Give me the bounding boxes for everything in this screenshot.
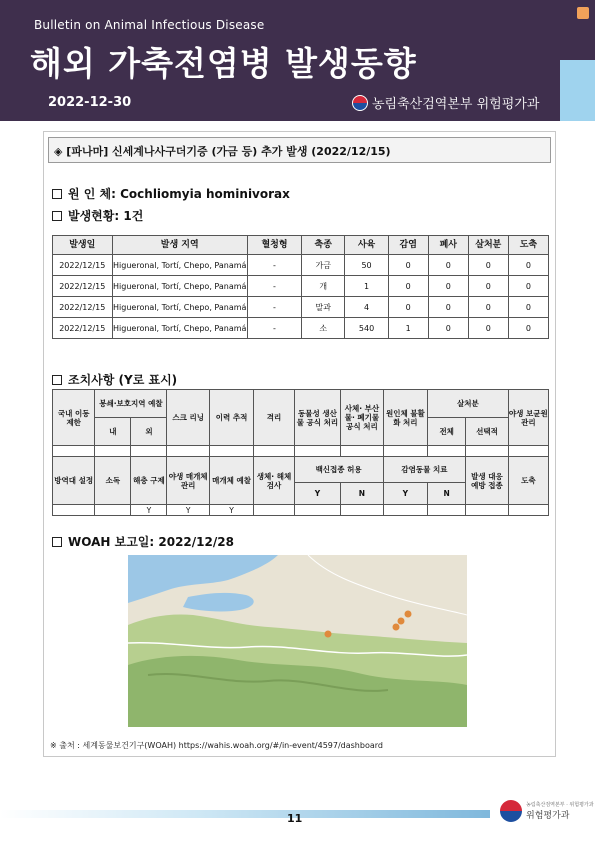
agency-label: 농림축산검역본부 위험평가과 bbox=[372, 97, 540, 112]
table-cell: - bbox=[247, 297, 301, 318]
measure-cell: Y bbox=[167, 505, 209, 516]
table-cell: 2022/12/15 bbox=[53, 255, 113, 276]
measure-header: 발생 대응 예방 접종 bbox=[466, 457, 508, 505]
measure-cell bbox=[131, 446, 167, 457]
measure-subheader: N bbox=[428, 483, 466, 505]
checkbox-icon bbox=[52, 189, 62, 199]
table-cell: - bbox=[247, 276, 301, 297]
status-label: 발생현황: 1건 bbox=[68, 209, 144, 223]
table-row bbox=[53, 297, 549, 318]
measure-cell bbox=[95, 505, 131, 516]
table-cell: 0 bbox=[508, 276, 548, 297]
measure-cell bbox=[294, 505, 341, 516]
table-cell: 2022/12/15 bbox=[53, 276, 113, 297]
corner-square-icon bbox=[577, 7, 589, 19]
page-number: 11 bbox=[287, 812, 303, 825]
measure-subheader: Y bbox=[383, 483, 428, 505]
col-header: 감염 bbox=[388, 236, 428, 255]
measure-cell bbox=[383, 505, 428, 516]
measure-cell bbox=[294, 446, 341, 457]
measure-header: 소독 bbox=[95, 457, 131, 505]
table-cell: 0 bbox=[468, 276, 508, 297]
measure-header: 야생 매개체 관리 bbox=[167, 457, 209, 505]
measure-cell bbox=[254, 446, 294, 457]
measure-header: 도축 bbox=[508, 457, 548, 505]
measures-value-row bbox=[53, 446, 549, 457]
table-cell: 가금 bbox=[302, 255, 345, 276]
measure-cell bbox=[428, 505, 466, 516]
checkbox-icon bbox=[52, 537, 62, 547]
table-cell: 540 bbox=[345, 318, 388, 339]
cause-label: 원 인 체: Cochliomyia hominivorax bbox=[68, 187, 290, 201]
table-cell: 0 bbox=[428, 297, 468, 318]
report-title: ◈ [파나마] 신세계나사구더기증 (가금 등) 추가 발생 (2022/12/15) bbox=[48, 137, 551, 163]
checkbox-icon bbox=[52, 211, 62, 221]
measure-cell bbox=[341, 446, 383, 457]
table-cell: 소 bbox=[302, 318, 345, 339]
outbreak-table bbox=[52, 235, 549, 339]
measure-header: 방역대 설정 bbox=[53, 457, 95, 505]
outbreak-marker-icon bbox=[325, 631, 332, 638]
table-cell: 0 bbox=[428, 318, 468, 339]
bulletin-date: 2022-12-30 bbox=[48, 95, 132, 110]
table-cell: 0 bbox=[508, 318, 548, 339]
col-header: 도축 bbox=[508, 236, 548, 255]
footer-logo bbox=[500, 800, 594, 822]
col-header: 혈청형 bbox=[247, 236, 301, 255]
footer-divider bbox=[0, 810, 490, 818]
outbreak-marker-icon bbox=[405, 611, 412, 618]
table-cell: 말과 bbox=[302, 297, 345, 318]
measure-header: 봉쇄·보호지역 예찰 bbox=[95, 390, 167, 418]
measure-cell bbox=[428, 446, 466, 457]
header-banner bbox=[0, 0, 560, 121]
outbreak-marker-icon bbox=[398, 618, 405, 625]
measure-cell bbox=[53, 446, 95, 457]
measure-cell bbox=[167, 446, 209, 457]
footer-team: 위험평가과 bbox=[526, 811, 570, 821]
table-cell: 0 bbox=[428, 255, 468, 276]
page-title: 해외 가축전염병 발생동향 bbox=[30, 44, 417, 83]
measure-header: 스크 리닝 bbox=[167, 390, 209, 446]
col-header: 사육 bbox=[345, 236, 388, 255]
table-cell: 0 bbox=[388, 255, 428, 276]
table-cell: Higueronal, Tortí, Chepo, Panamá bbox=[112, 255, 247, 276]
measure-cell bbox=[508, 446, 548, 457]
table-cell: 1 bbox=[345, 276, 388, 297]
col-header: 폐사 bbox=[428, 236, 468, 255]
table-row bbox=[53, 276, 549, 297]
measures-section bbox=[52, 371, 177, 388]
table-cell: Higueronal, Tortí, Chepo, Panamá bbox=[112, 276, 247, 297]
table-cell: 2022/12/15 bbox=[53, 297, 113, 318]
table-cell: 0 bbox=[508, 255, 548, 276]
outbreak-marker-icon bbox=[393, 624, 400, 631]
measures-header-row-2 bbox=[53, 457, 549, 483]
measure-header: 백신접종 허용 bbox=[294, 457, 383, 483]
measure-subheader: N bbox=[341, 483, 383, 505]
table-row bbox=[53, 318, 549, 339]
measure-header: 이력 추적 bbox=[209, 390, 254, 446]
woah-section bbox=[52, 533, 234, 550]
measure-subheader: Y bbox=[294, 483, 341, 505]
table-cell: - bbox=[247, 318, 301, 339]
table-cell: 0 bbox=[388, 276, 428, 297]
footer-agency-small: 농림축산검역본부 · 위험평가과 bbox=[526, 802, 594, 808]
measure-header: 생체· 해체 검사 bbox=[254, 457, 294, 505]
source-note: ※ 출처 : 세계동물보건기구(WOAH) https://wahis.woah.org/#/in-event/4597/dashboard bbox=[50, 741, 383, 750]
map-graphic bbox=[128, 555, 467, 727]
measure-cell bbox=[254, 505, 294, 516]
table-cell: Higueronal, Tortí, Chepo, Panamá bbox=[112, 318, 247, 339]
measure-cell: Y bbox=[209, 505, 254, 516]
measure-header: 원인체 불활화 처리 bbox=[383, 390, 428, 446]
measure-cell bbox=[209, 446, 254, 457]
table-cell: 개 bbox=[302, 276, 345, 297]
measure-subheader: 선택적 bbox=[466, 418, 508, 446]
cause-section bbox=[52, 185, 290, 202]
status-section bbox=[52, 207, 143, 224]
table-cell: 1 bbox=[388, 318, 428, 339]
measure-cell bbox=[466, 446, 508, 457]
measures-label: 조치사항 (Y로 표시) bbox=[68, 373, 178, 387]
measures-table bbox=[52, 389, 549, 516]
table-cell: 4 bbox=[345, 297, 388, 318]
measure-header: 사체· 부산물· 폐기물 공식 처리 bbox=[341, 390, 383, 446]
measure-cell bbox=[95, 446, 131, 457]
measure-header: 해충 구제 bbox=[131, 457, 167, 505]
measure-cell bbox=[341, 505, 383, 516]
checkbox-icon bbox=[52, 375, 62, 385]
measure-cell bbox=[383, 446, 428, 457]
measure-header: 동물성 생산물 공식 처리 bbox=[294, 390, 341, 446]
taeguk-logo-icon bbox=[352, 95, 368, 111]
measures-header-row bbox=[53, 390, 549, 418]
table-cell: 0 bbox=[388, 297, 428, 318]
measure-header: 감염동물 치료 bbox=[383, 457, 466, 483]
table-cell: 50 bbox=[345, 255, 388, 276]
col-header: 발생 지역 bbox=[112, 236, 247, 255]
col-header: 발생일 bbox=[53, 236, 113, 255]
measure-header: 살처분 bbox=[428, 390, 509, 418]
table-cell: 0 bbox=[428, 276, 468, 297]
measure-subheader: 내 bbox=[95, 418, 131, 446]
measures-value-row-2 bbox=[53, 505, 549, 516]
table-cell: 0 bbox=[468, 255, 508, 276]
measure-cell bbox=[508, 505, 548, 516]
agency-name bbox=[352, 93, 539, 112]
measure-header: 격리 bbox=[254, 390, 294, 446]
measure-subheader: 외 bbox=[131, 418, 167, 446]
measure-header: 국내 이동 제한 bbox=[53, 390, 95, 446]
measure-subheader: 전체 bbox=[428, 418, 466, 446]
col-header: 축종 bbox=[302, 236, 345, 255]
outbreak-table-header bbox=[53, 236, 549, 255]
table-cell: 0 bbox=[468, 297, 508, 318]
table-cell: 0 bbox=[508, 297, 548, 318]
measure-cell: Y bbox=[131, 505, 167, 516]
report-card bbox=[43, 131, 556, 757]
col-header: 살처분 bbox=[468, 236, 508, 255]
woah-report-label: WOAH 보고일: 2022/12/28 bbox=[68, 535, 234, 549]
measure-header: 야생 보균원 관리 bbox=[508, 390, 548, 446]
outbreak-map[interactable] bbox=[128, 555, 467, 727]
taeguk-logo-icon bbox=[500, 800, 522, 822]
table-cell: 2022/12/15 bbox=[53, 318, 113, 339]
measure-header: 매개체 예찰 bbox=[209, 457, 254, 505]
table-cell: 0 bbox=[468, 318, 508, 339]
table-row bbox=[53, 255, 549, 276]
table-cell: Higueronal, Tortí, Chepo, Panamá bbox=[112, 297, 247, 318]
measure-cell bbox=[466, 505, 508, 516]
measure-cell bbox=[53, 505, 95, 516]
table-cell: - bbox=[247, 255, 301, 276]
bulletin-subtitle: Bulletin on Animal Infectious Disease bbox=[34, 18, 265, 32]
